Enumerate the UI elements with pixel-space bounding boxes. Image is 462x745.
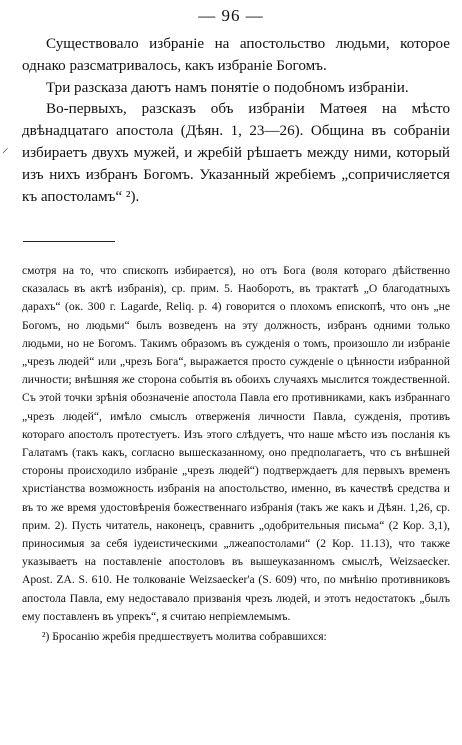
footnote-divider — [23, 241, 115, 242]
paragraph: Во-первыхъ, разсказъ объ избраніи Матѳея на мѣсто двѣнадцатаго апостола (Дѣян. 1, 23—26). Община въ собраніи избираетъ двухъ мужей, и жребій рѣшаетъ между ними, который изъ нихъ избранъ Богомъ. Указанный жребіемъ „сопричисляется къ апостоламъ“ ²). — [22, 101, 450, 205]
paragraph: Три разсказа даютъ намъ понятіе о подобномъ избраніи. — [46, 79, 409, 96]
main-text — [22, 34, 450, 208]
footnote-continuation: смотря на то, что спископъ избирается), но отъ Бога (воля котораго дѣйственно сказалась въ актѣ избранія), ср. прим. 5. Наоборотъ, въ трактатѣ „О благодатныхъ дарахъ“ (ок. 300 г. Lagarde, Reliq. p. 4) говорится о плохомъ епископѣ, что онъ „не Богомъ, но людьми“ былъ возведенъ на эту должность, избранъ одними только людьми, но не Богомъ. Такимъ образомъ въ сужденія о томъ, произошло ли избраніе „чрезъ людей“ или „чрезъ Бога“, выражается просто сужденіе о цѣнности избранной личности; внѣшняя же сторона событія въ обоихъ случаяхъ мыслится тождественной. Съ этой точки зрѣнія обозначеніе апостола Павла его противниками, какъ избраннаго „чрезъ людей“, имѣло смыслъ отверженія личности Павла, сужденія, противъ котораго апостолъ протестуетъ. Изъ этого слѣдуетъ, что наше мѣсто изъ посланія къ Галатамъ (такъ какъ, согласно вышесказанному, оно предполагаетъ, что съ внѣшней стороны происходило избраніе „чрезъ людей“) подтверждаетъ для первыхъ временъ христіанства возможность избранія на апостольство, именно, въ качествѣ средства и въ то же время удостовѣренія божественнаго избранія (такъ же какъ и Дѣян. 1,26, ср. прим. 2). Пусть читатель, наконецъ, сравнитъ „одобрительныя письма“ (2 Кор. 3,1), приносимыя за себя іудеистическими „лжеапостолами“ (2 Кор. 11.13), что также указываетъ на поставленіе апостоловъ въ вышеуказанномъ смыслѣ, Weizsaecker. Apost. ZA. S. 610. Не толкованіе Weizsaecker'a (S. 609) что, по мнѣнію противниковъ апостола Павла, ему недоставало призванія чрезъ людей, и этотъ недостатокъ „былъ ему поставленъ въ упрекъ“, я считаю непріемлемымъ. — [22, 264, 450, 623]
footnote: ²) Бросанію жребія предшествуетъ молитва собравшихся: — [42, 630, 327, 644]
page-number: — 96 — — [198, 6, 264, 25]
paragraph: Существовало избраніе на апостольство людьми, которое однако разсматривалось, какъ избраніе Богомъ. — [22, 36, 450, 74]
margin-mark: ⸝ — [2, 140, 9, 155]
footnotes — [22, 262, 450, 646]
